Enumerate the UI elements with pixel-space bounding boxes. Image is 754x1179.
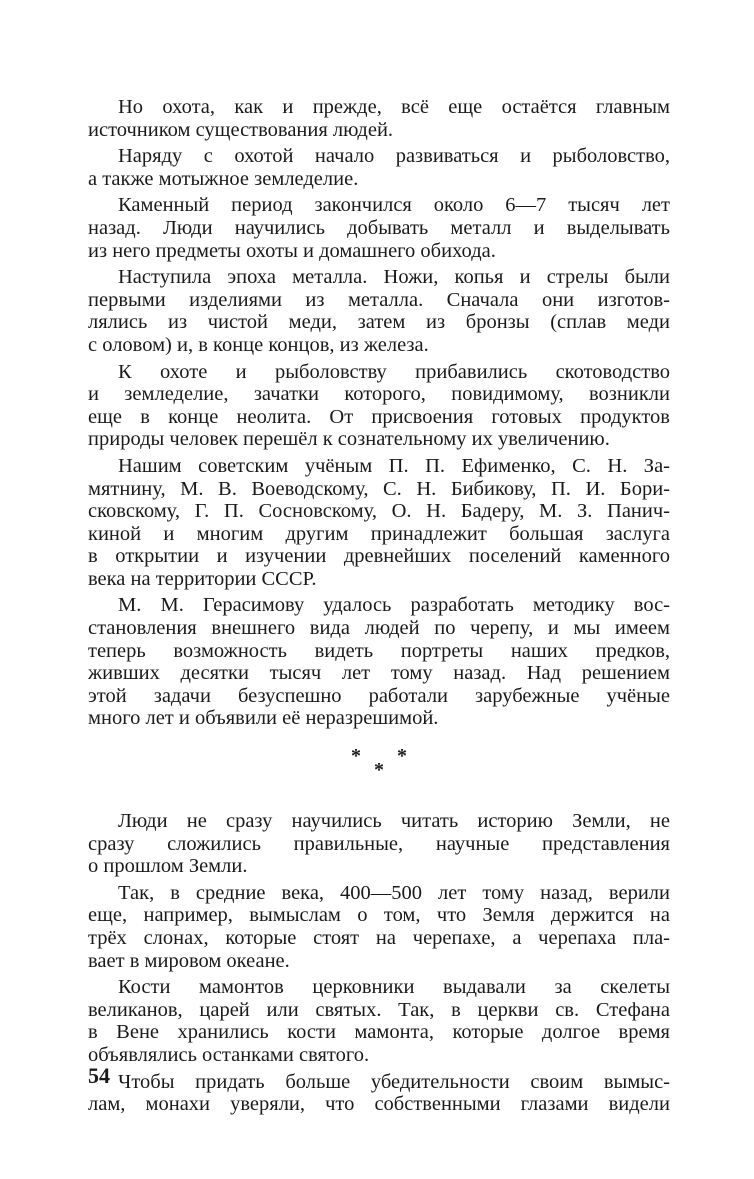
text-line: объявлялись останками святого. xyxy=(88,1043,370,1066)
text-line: живших десятки тысяч лет тому назад. Над решением xyxy=(88,662,670,685)
paragraph xyxy=(88,976,670,1066)
asterisk: * xyxy=(374,759,384,782)
section-separator xyxy=(88,742,670,794)
text-line: становления внешнего вида людей по черепу, и мы имеем xyxy=(88,617,670,640)
text-line: природы человек перешёл к сознательному их увеличению. xyxy=(88,428,610,451)
text-line: лам, монахи уверяли, что собственными глазами видели xyxy=(88,1093,670,1116)
text-line: Наряду с охотой начало развиваться и рыболовство, xyxy=(118,145,670,168)
text-line: первыми изделиями из металла. Сначала они изготов- xyxy=(88,288,670,311)
paragraph xyxy=(88,266,670,356)
text-line: Но охота, как и прежде, всё еще остаётся главным xyxy=(118,96,670,118)
text-line: Так, в средние века, 400—500 лет тому назад, верили xyxy=(118,881,670,904)
text-line: а также мотыжное земледелие. xyxy=(88,167,359,190)
paragraph xyxy=(88,810,670,878)
text-line: века на территории СССР. xyxy=(88,567,317,590)
paragraph xyxy=(88,1071,670,1116)
text-line: еще в конце неолита. От присвоения готовых продуктов xyxy=(88,405,670,428)
text-line: Каменный период закончился около 6—7 тысяч лет xyxy=(118,194,670,217)
text-line: К охоте и рыболовству прибавились скотоводство xyxy=(118,360,670,383)
page-number: 54 xyxy=(88,1063,110,1088)
text-line: этой задачи безуспешно работали зарубежные учёные xyxy=(88,684,670,707)
paragraph xyxy=(88,882,670,972)
text-line: в Вене хранились кости мамонта, которые долгое время xyxy=(88,1021,670,1044)
text-line: из него предметы охоты и домашнего обихода. xyxy=(88,239,496,262)
text-line: Наступила эпоха металла. Ножи, копья и стрелы были xyxy=(118,266,670,289)
text-line: вает в мировом океане. xyxy=(88,949,290,972)
text-line: трёх слонах, которые стоят на черепахе, а черепаха пла- xyxy=(88,927,670,949)
text-line: мятнину, М. В. Воеводскому, С. Н. Бибикову, П. И. Бори- xyxy=(88,477,670,500)
text-line: киной и многим другим принадлежит большая заслуга xyxy=(88,522,670,545)
text-line: источником существования людей. xyxy=(88,118,394,141)
text-line: назад. Люди научились добывать металл и выделывать xyxy=(88,216,670,239)
paragraph xyxy=(88,96,670,141)
page-body xyxy=(88,96,670,1120)
text-line: еще, например, вымыслам о том, что Земля держится на xyxy=(88,904,670,927)
text-line: лялись из чистой меди, затем из бронзы (сплав меди xyxy=(88,311,670,334)
paragraph xyxy=(88,594,670,730)
paragraph xyxy=(88,145,670,190)
text-line: теперь возможность видеть портреты наших предков, xyxy=(88,639,670,662)
paragraph xyxy=(88,361,670,451)
text-line: много лет и объявили её неразрешимой. xyxy=(88,707,439,730)
text-line: великанов, царей или святых. Так, в церкви св. Стефана xyxy=(88,998,670,1021)
text-line: с оловом) и, в конце концов, из железа. xyxy=(88,333,429,356)
text-line: сковскому, Г. П. Сосновскому, О. Н. Бадеру, М. З. Панич- xyxy=(88,500,670,523)
asterisk: * xyxy=(397,745,407,768)
text-block-top xyxy=(88,96,670,730)
paragraph xyxy=(88,455,670,591)
text-line: Люди не сразу научились читать историю Земли, не xyxy=(118,810,670,833)
text-line: Чтобы придать больше убедительности своим вымыс- xyxy=(118,1070,670,1093)
paragraph xyxy=(88,194,670,262)
text-line: сразу сложились правильные, научные представления xyxy=(88,832,670,855)
text-block-bottom xyxy=(88,810,670,1116)
text-line: о прошлом Земли. xyxy=(88,855,248,878)
asterisk: * xyxy=(351,745,361,768)
text-line: в открытии и изучении древнейших поселений каменного xyxy=(88,545,670,568)
text-line: Нашим советским учёным П. П. Ефименко, С. Н. За- xyxy=(118,454,670,477)
text-line: Кости мамонтов церковники выдавали за скелеты xyxy=(118,976,670,999)
text-line: и земледелие, зачатки которого, повидимому, возникли xyxy=(88,383,670,406)
text-line: М. М. Герасимову удалось разработать методику вос- xyxy=(118,594,670,617)
